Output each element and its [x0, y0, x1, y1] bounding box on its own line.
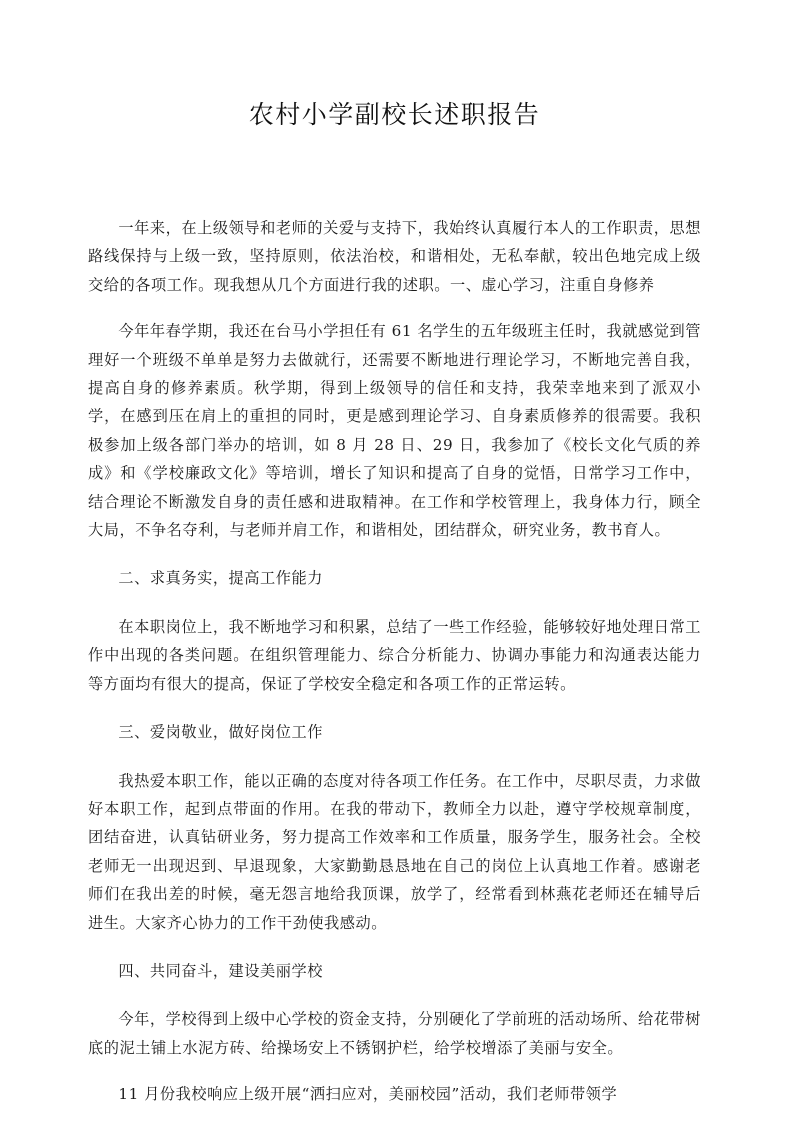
paragraph-section-four-body: 今年，学校得到上级中心学校的资金支持，分别硬化了学前班的活动场所、给花带树底的泥土铺上水泥方砖、给操场安上不锈钢护栏，给学校增添了美丽与安全。: [88, 1010, 701, 1057]
paragraph-section-four-body-continued: 11 月份我校响应上级开展“洒扫应对，美丽校园”活动，我们老师带领学: [118, 1085, 618, 1104]
heading-section-three: 三、爱岗敬业，做好岗位工作: [118, 723, 323, 742]
document-body: [88, 214, 701, 1109]
heading-section-two: 二、求真务实，提高工作能力: [118, 569, 323, 588]
paragraph-section-two-body: 在本职岗位上，我不断地学习和积累，总结了一些工作经验，能够较好地处理日常工作中出现的各类问题。在组织管理能力、综合分析能力、协调办事能力和沟通表达能力等方面均有很大的提高，保证了学校安全稳定和各项工作的正常运转。: [88, 617, 701, 693]
heading-section-four: 四、共同奋斗，建设美丽学校: [118, 961, 323, 980]
paragraph-section-three-body: 我热爱本职工作，能以正确的态度对待各项工作任务。在工作中，尽职尽责，力求做好本职工作，起到点带面的作用。在我的带动下，教师全力以赴，遵守学校规章制度，团结奋进，认真钻研业务，努力提高工作效率和工作质量，服务学生，服务社会。全校老师无一出现迟到、早退现象，大家勤勤恳恳地在自己的岗位上认真地工作着。感谢老师们在我出差的时候，毫无怨言地给我顶课，放学了，经常看到林燕花老师还在辅导后进生。大家齐心协力的工作干劲使我感动。: [88, 771, 701, 932]
paragraph-intro: 一年来，在上级领导和老师的关爱与支持下，我始终认真履行本人的工作职责，思想路线保持与上级一致，坚持原则，依法治校，和谐相处，无私奉献，较出色地完成上级交给的各项工作。现我想从几个方面进行我的述职。一、虚心学习，注重自身修养: [88, 219, 701, 294]
page-title: 农村小学副校长述职报告: [248, 100, 541, 129]
document-content: [88, 0, 701, 1109]
paragraph-section-one-body: 今年年春学期，我还在台马小学担任有 61 名学生的五年级班主任时，我就感觉到管理好一个班级不单单是努力去做就行，还需要不断地进行理论学习，不断地完善自我，提高自身的修养素质。秋学期，得到上级领导的信任和支持，我荣幸地来到了派双小学，在感到压在肩上的重担的同时，更是感到理论学习、自身素质修养的很需要。我积极参加上级各部门举办的培训，如 8 月 28 日、29 日，我参加了《校长文化气质的养成》和《学校廉政文化》等培训，增长了知识和提高了自身的觉悟，日常学习工作中，结合理论不断激发自身的责任感和进取精神。在工作和学校管理上，我身体力行，顾全大局，不争名夺利，与老师并肩工作，和谐相处，团结群众，研究业务，教书育人。: [88, 322, 701, 540]
